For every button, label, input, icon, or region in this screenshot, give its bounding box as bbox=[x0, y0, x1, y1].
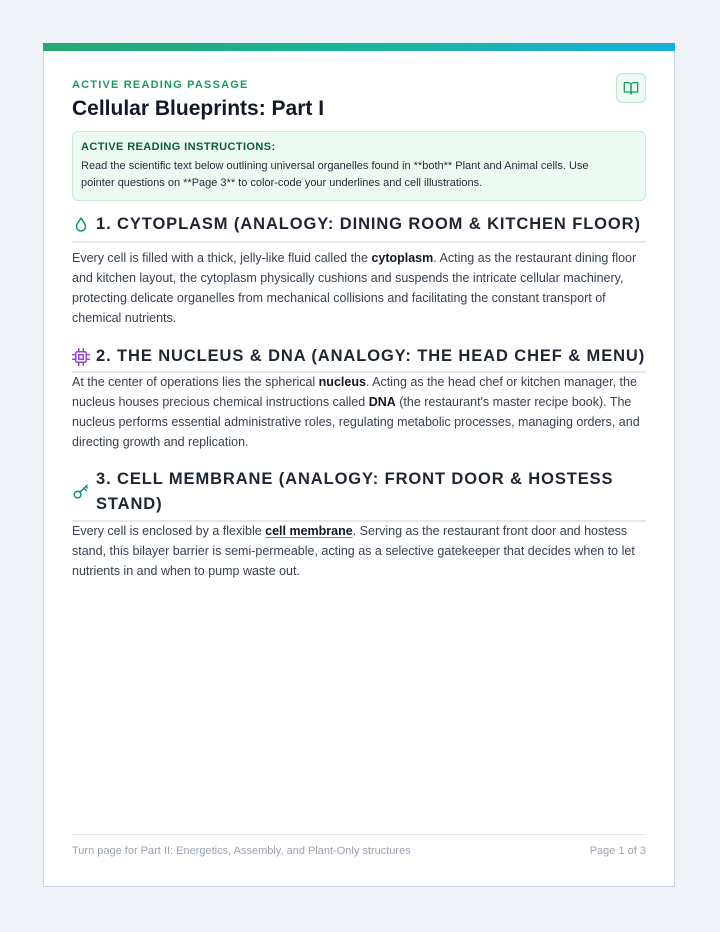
instructions-line-2: pointer questions on **Page 3** to color-code your underlines and cell illustrations. bbox=[81, 177, 483, 189]
passage-eyebrow: ACTIVE READING PASSAGE bbox=[72, 79, 249, 91]
page-title: Cellular Blueprints: Part I bbox=[72, 97, 325, 120]
paragraph-text: . Serving as the restaurant front door and hostess stand, this bilayer barrier is semi-permeable, acting as a selective gatekeeper that decides when to let nutrients in and when to pump waste out. bbox=[72, 524, 635, 578]
section-title: 2. THE NUCLEUS & DNA (ANALOGY: THE HEAD CHEF & MENU) bbox=[96, 347, 646, 365]
reading-mode-button[interactable] bbox=[616, 73, 646, 103]
key-term-cytoplasm: cytoplasm bbox=[371, 251, 434, 265]
section-paragraph-cell-membrane bbox=[72, 521, 646, 581]
instructions-text bbox=[81, 158, 637, 192]
page-content bbox=[72, 44, 646, 886]
section-title: 3. CELL MEMBRANE (ANALOGY: FRONT DOOR & HOSTESS STAND) bbox=[96, 470, 614, 513]
key-term-nucleus: nucleus bbox=[318, 375, 366, 389]
book-open-icon bbox=[623, 80, 639, 96]
key-term-dna: DNA bbox=[368, 395, 396, 409]
paragraph-text: . Acting as the restaurant dining floor and kitchen layout, the cytoplasm physically cushions and suspends the intricate cellular machinery, protecting delicate organelles from mechanical collisions and facilitating the constant transport of chemical nutrients. bbox=[72, 251, 637, 325]
section-heading-cell-membrane bbox=[72, 467, 646, 522]
section-paragraph-nucleus bbox=[72, 372, 646, 452]
paragraph-text: . Acting as the head chef or kitchen manager, the nucleus houses precious chemical instructions called bbox=[72, 375, 637, 409]
page-footer bbox=[72, 834, 646, 857]
key-term-cell-membrane: cell membrane bbox=[265, 524, 353, 538]
paragraph-text: Every cell is filled with a thick, jelly-like fluid called the bbox=[72, 251, 372, 265]
instructions-line-1: Read the scientific text below outlining universal organelles found in **both** Plant and Animal cells. Use bbox=[81, 160, 589, 172]
section-heading-nucleus bbox=[72, 344, 646, 373]
section-paragraph-cytoplasm bbox=[72, 248, 646, 328]
key-icon bbox=[72, 483, 90, 501]
footer-page-number: Page 1 of 3 bbox=[589, 845, 646, 857]
section-heading-cytoplasm bbox=[72, 212, 646, 243]
paragraph-text: (the restaurant's master recipe book). The nucleus performs essential administrative roles, regulating metabolic processes, managing orders, and directing growth and replication. bbox=[72, 395, 640, 449]
cpu-chip-icon bbox=[72, 348, 90, 366]
instructions-title: ACTIVE READING INSTRUCTIONS: bbox=[81, 141, 276, 153]
instructions-callout bbox=[72, 131, 646, 201]
paragraph-text: At the center of operations lies the spherical bbox=[72, 375, 319, 389]
section-title: 1. CYTOPLASM (ANALOGY: DINING ROOM & KITCHEN FLOOR) bbox=[96, 215, 641, 233]
footer-next-part-note: Turn page for Part II: Energetics, Assembly, and Plant-Only structures bbox=[72, 845, 411, 857]
paragraph-text: Every cell is enclosed by a flexible bbox=[72, 524, 266, 538]
droplet-icon bbox=[72, 216, 90, 234]
worksheet-page bbox=[43, 43, 675, 887]
